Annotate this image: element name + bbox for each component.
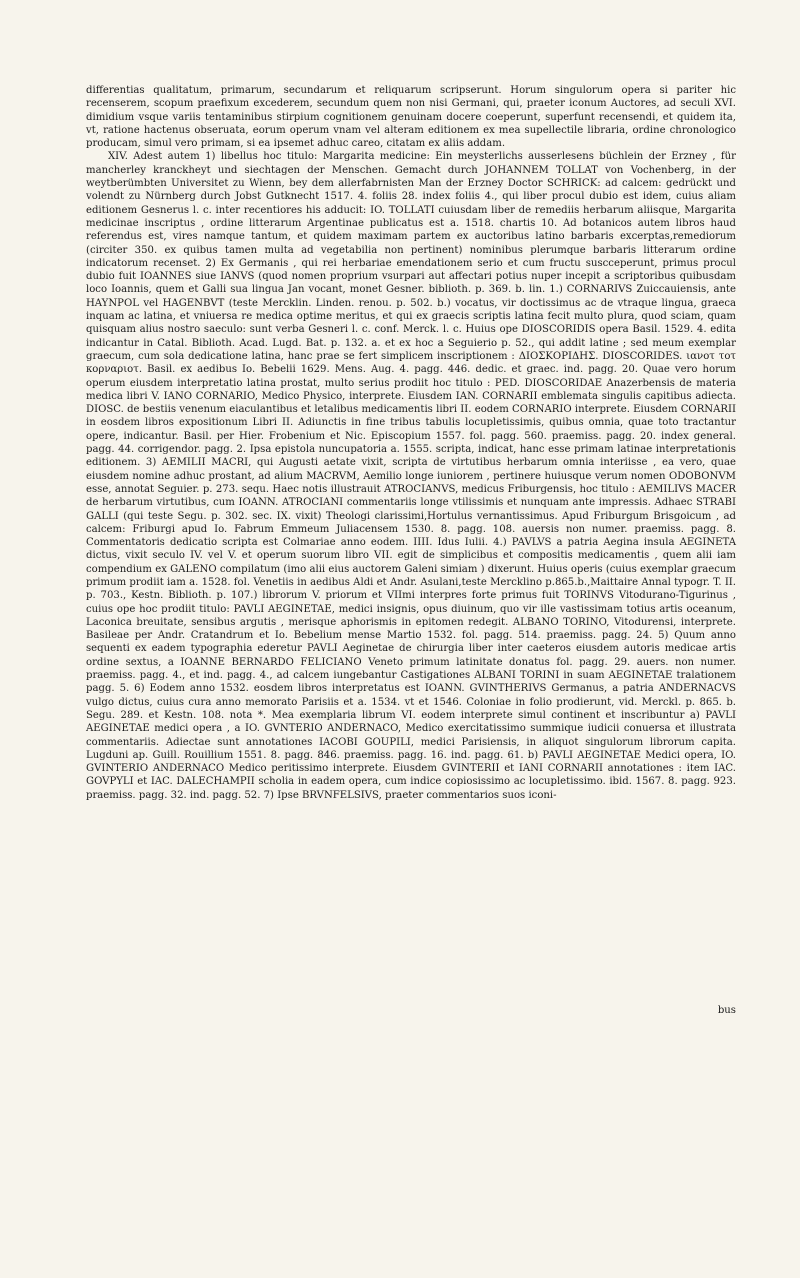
paragraph-intro: differentias qualitatum, primarum, secundarum et reliquarum scripserunt. Horum singulorum opera si pariter hic recenserem, scopum praefixum excederem, secundum quem non nisi Germani, qui, praeter iconum Auctores, ad seculi XVI. dimidium vsque variis tentaminibus stirpium cognitionem genuinam docere coeperunt, superfunt recensendi, et quidem ita, vt, ratione hactenus obseruata, eorum operum vnam vel alteram editionem ex mea supellectile libraria, ordine chronologico producam, simul vero primam, si ea ipsemet adhuc careo, citatam ex aliis addam. bbox=[86, 85, 736, 150]
body-text bbox=[86, 84, 736, 802]
paragraph-section-xiv: XIV. Adest autem 1) libellus hoc titulo: Margarita medicine: Ein meysterlichs ausserlesens büchlein der Erzney , für mancherley kranckheyt und siechtagen der Menschen. Gemacht durch JOHANNEM TOLLAT von Vochenberg, in der weytberümbten Universitet zu Wienn, bey dem allerfabrnisten Man der Erzney Doctor SCHRICK: ad calcem: gedrückt und volendt zu Nürnberg durch Jobst Gutknecht 1517. 4. foliis 28. index foliis 4., qui liber procul dubio est idem, cuius aliam editionem Gesnerus l. c. inter recentiores his adducit: IO. TOLLATI cuiusdam liber de remediis herbarum aliisque, Margarita medicinae inscriptus , ordine litterarum Argentinae publicatus est a. 1518. chartis 10. Ad botanicos autem libros haud referendus est, vires namque tantum, et quidem maximam partem ex auctoribus latino barbaris excerptas,remediorum (circiter 350. ex quibus tamen multa ad vegetabilia non pertinent) nominibus plerumque barbaris litterarum ordine indicatorum recenset. 2) Ex Germanis , qui rei herbariae emendationem serio et cum fructu suscceperunt, primus procul dubio fuit IOANNES siue IANVS (quod nomen proprium vsurpari aut affectari potius nuper incepit a scriptoribus quibusdam loco Ioannis, quem et Galli sua lingua Jan vocant, monet Gesner. biblioth. p. 369. b. lin. 1.) CORNARIVS Zuiccauiensis, ante HAYNPOL vel HAGENBVT (teste Mercklin. Linden. renou. p. 502. b.) vocatus, vir doctissimus ac de vtraque lingua, graeca inquam ac latina, et vniuersa re medica optime meritus, et qui ex graecis scriptis latina fecit multo plura, quod sciam, quam quisquam alius nostro saeculo: sunt verba Gesneri l. c. conf. Merck. l. c. Huius ope DIOSCORIDIS opera Basil. 1529. 4. edita indicantur in Catal. Biblioth. Acad. Lugd. Bat. p. 132. a. et ex hoc a Seguierio p. 52., qui addit latine ; sed meum exemplar graecum, cum sola dedicatione latina, hanc prae se fert simplicem inscriptionem : ΔΙΟΣΚΟΡΙΔΗΣ. DIOSCORIDES. ιανοτ τοτ κορναριοτ. Basil. ex aedibus Io. Bebelii 1629. Mens. Aug. 4. pagg. 446. dedic. et graec. ind. pagg. 20. Quae vero horum operum eiusdem interpretatio latina prostat, multo serius prodiit hoc titulo : PED. DIOSCORIDAE Anazerbensis de materia medica libri V. IANO CORNARIO, Medico Physico, interprete. Eiusdem IAN. CORNARII emblemata singulis capitibus adiecta. DIOSC. de bestiis venenum eiaculantibus et letalibus medicamentis libri II. eodem CORNARIO interprete. Eiusdem CORNARII in eosdem libros expositionum Libri II. Adiunctis in fine tribus tabulis locupletissimis, quibus omnia, quae toto tractantur opere, indicantur. Basil. per Hier. Frobenium et Nic. Episcopium 1557. fol. pagg. 560. praemiss. pagg. 20. index general. pagg. 44. corrigendor. pagg. 2. Ipsa epistola nuncupatoria a. 1555. scripta, indicat, hanc esse primam latinae interpretationis editionem. 3) AEMILII MACRI, qui Augusti aetate vixit, scripta de virtutibus herbarum omnia interiisse , ea vero, quae eiusdem nomine adhuc prostant, ad alium MACRVM, Aemilio longe iuniorem , pertinere huiusque verum nomen ODOBONVM esse, annotat Seguier. p. 273. sequ. Haec notis illustrauit ATROCIANVS, medicus Friburgensis, hoc titulo : AEMILIVS MACER de herbarum virtutibus, cum IOANN. ATROCIANI commentariis longe vtilissimis et nunquam ante impressis. Adhaec STRABI GALLI (qui teste Segu. p. 302. sec. IX. vixit) Theologi clarissimi,Hortulus vernantissimus. Apud Friburgum Brisgoicum , ad calcem: Friburgi apud Io. Fabrum Emmeum Juliacensem 1530. 8. pagg. 108. auersis non numer. praemiss. pagg. 8. Commentatoris dedicatio scripta est Colmariae anno eodem. IIII. Idus Iulii. 4.) PAVLVS a patria Aegina insula AEGINETA dictus, vixit seculo IV. vel V. et operum suorum libro VII. egit de simplicibus et compositis medicamentis , quem alii iam compendium ex GALENO compilatum (imo alii eius auctorem Galeni simiam ) dixerunt. Huius operis (cuius exemplar graecum primum prodiit iam a. 1528. fol. Venetiis in aedibus Aldi et Andr. Asulani,teste Mercklino p.865.b.,Maittaire Annal typogr. T. II. p. 703., Kestn. Biblioth. p. 107.) librorum V. priorum et VIImi interpres forte primus fuit TORINVS Vitodurano-Tigurinus , cuius ope hoc prodiit titulo: PAVLI AEGINETAE, medici insignis, opus diuinum, quo vir ille vastissimam totius artis oceanum, Laconica breuitate, sensibus argutis , merisque aphorismis in epitomen redegit. ALBANO TORINO, Vitodurensi, interprete. Basileae per Andr. Cratandrum et Io. Bebelium mense Martio 1532. fol. pagg. 514. praemiss. pagg. 24. 5) Quum anno sequenti ex eadem typographia ederetur PAVLI Aeginetae de chirurgia liber inter caeteros eiusdem autoris medicae artis ordine sextus, a IOANNE BERNARDO FELICIANO Veneto primum latinitate donatus fol. pagg. 29. auers. non numer. praemiss. pagg. 4., et ind. pagg. 4., ad calcem iungebantur Castigationes ALBANI TORINI in suam AEGINETAE tralationem pagg. 5. 6) Eodem anno 1532. eosdem libros interpretatus est IOANN. GVINTHERIVS Germanus, a patria ANDERNACVS vulgo dictus, cuius cura anno memorato Parisiis et a. 1534. vt et 1546. Coloniae in folio prodierunt, vid. Merckl. p. 865. b. Segu. 289. et Kestn. 108. nota *. Mea exemplaria librum VI. eodem interprete simul continent et inscribuntur a) PAVLI AEGINETAE medici opera , a IO. GVNTERIO ANDERNACO, Medico exercitatissimo summique iudicii conuersa et illustrata commentariis. Adiectae sunt annotationes IACOBI GOUPILI, medici Parisiensis, in aliquot singulorum librorum capita. Lugduni ap. Guill. Rouillium 1551. 8. pagg. 846. praemiss. pagg. 16. ind. pagg. 61. b) PAVLI AEGINETAE Medici opera, IO. GVINTERIO ANDERNACO Medico peritissimo interprete. Eiusdem GVINTERII et IANI CORNARII annotationes : item IAC. GOVPYLI et IAC. DALECHAMPII scholia in eadem opera, cum indice copiosissimo ac locupletissimo. ibid. 1567. 8. pagg. 923. praemiss. pagg. 32. ind. pagg. 52. 7) Ipse BRVNFELSIVS, praeter commentarios suos iconi- bbox=[86, 151, 736, 801]
catchword: bus bbox=[717, 1005, 736, 1016]
